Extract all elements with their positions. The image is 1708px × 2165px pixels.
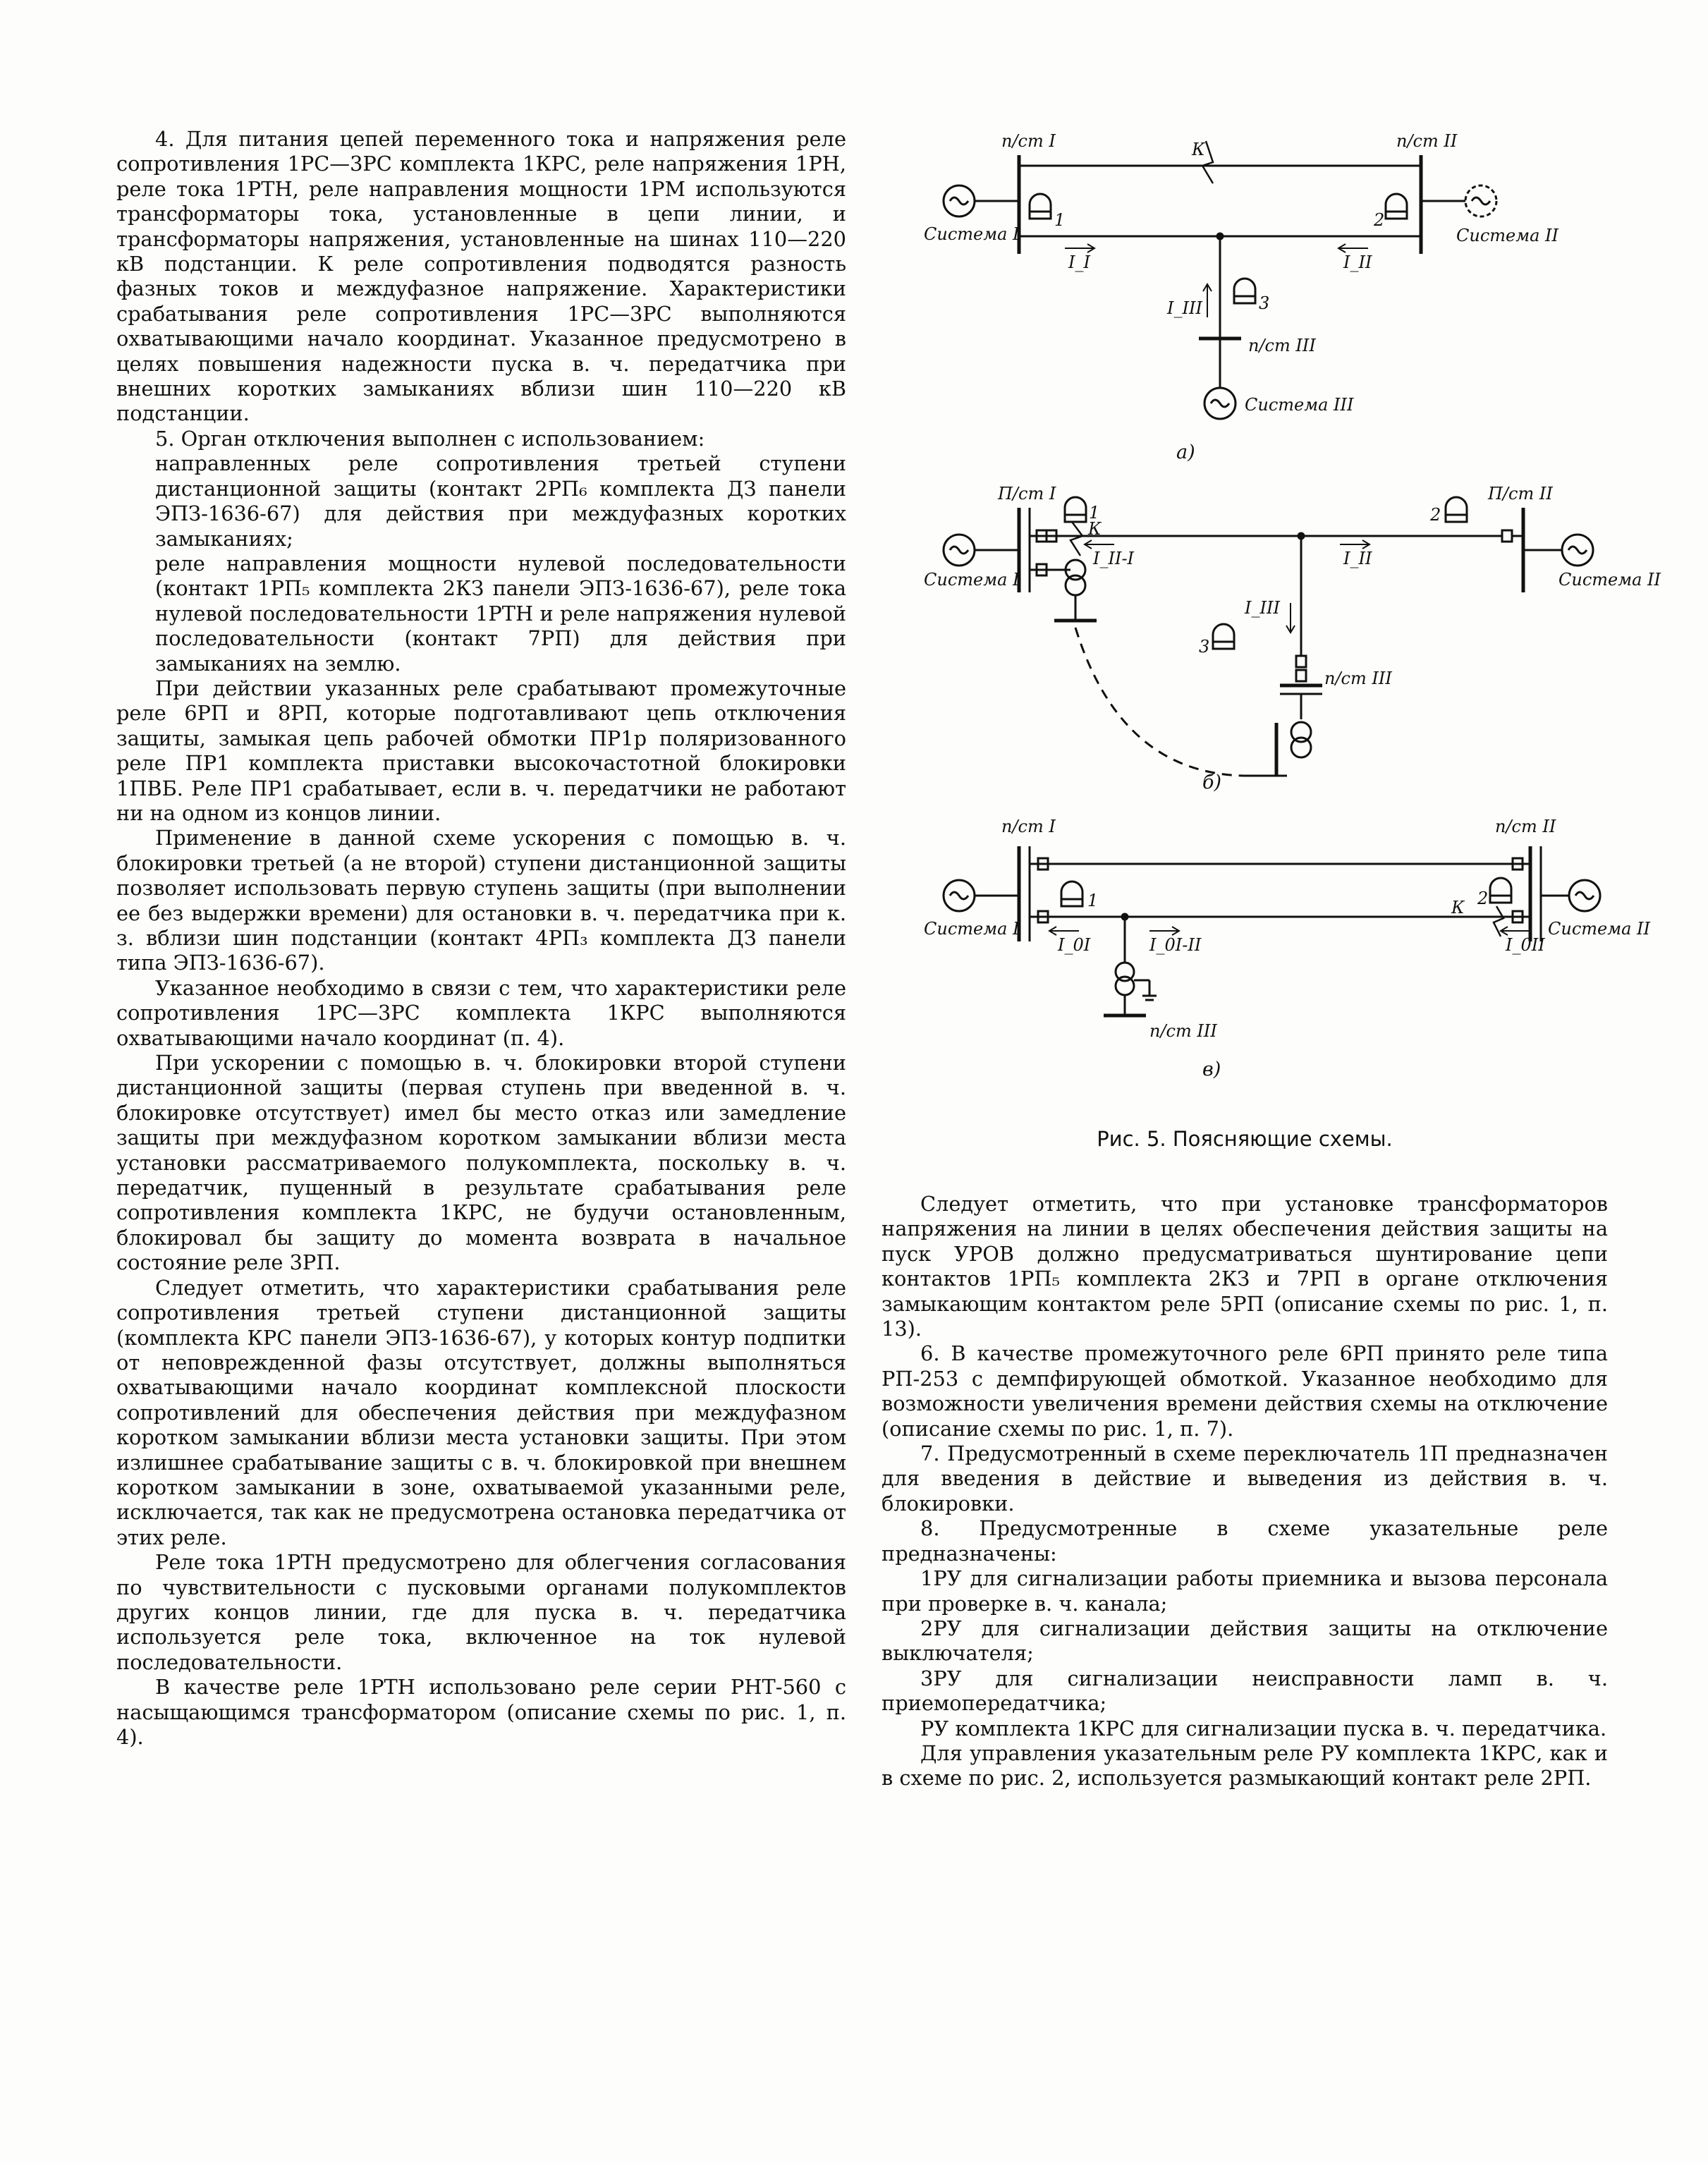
paragraph: 8. Предусмотренные в схеме указательные реле предназначены: — [882, 1516, 1608, 1566]
paragraph: реле направления мощности нулевой последовательности (контакт 1РП₅ комплекта 2КЗ панели ЭПЗ-1636-67), реле тока нулевой последовательности 1РТН и реле напряжения нулевой последовательности (контакт 7РП) для действия при замыканиях на землю. — [155, 551, 846, 676]
relay-symbol-2 — [1386, 194, 1407, 219]
paragraph: При действии указанных реле срабатывают промежуточные реле 6РП и 8РП, которые подготавливают цепь отключения защиты, замыкая цепь рабочей обмотки ПР1р поляризованного реле ПР1 комплекта приставки высокочастотной блокировки 1ПВБ. Реле ПР1 срабатывает, если в. ч. передатчики не работают ни на одном из концов линии. — [116, 676, 846, 825]
paragraph: 4. Для питания цепей переменного тока и напряжения реле сопротивления 1РС—3РС комплекта 1КРС, реле напряжения 1РН, реле тока 1РТН, реле направления мощности 1РМ используются трансформаторы тока, установленные в цепи линии, и трансформаторы напряжения, установленные на шинах 110—220 кВ подстанции. К реле сопротивления подводятся разность фазных токов и междуфазное напряжение. Характеристики срабатывания реле сопротивления 1РС—3РС выполняются охватывающими начало координат. Указанное предусмотрено в целях повышения надежности пуска в. ч. передатчика при внешних коротких замыканиях вблизи шин 110—220 кВ подстанции. — [116, 127, 846, 426]
paragraph: РУ комплекта 1КРС для сигнализации пуска в. ч. передатчика. — [920, 1716, 1607, 1740]
label-relay-1: 1 — [1054, 210, 1066, 230]
relay-symbol-3 — [1213, 624, 1234, 649]
fault-arrow — [1070, 522, 1082, 556]
label-substation-2: п/ст II — [1495, 817, 1556, 836]
label-substation-3: п/ст III — [1149, 1021, 1217, 1041]
label-diagram-a: а) — [1176, 441, 1195, 463]
label-relay-2: 2 — [1477, 889, 1489, 908]
paragraph: 3РУ для сигнализации неисправности ламп в. ч. приемопередатчика; — [882, 1666, 1608, 1716]
label-current-1: I_II-I — [1093, 549, 1135, 568]
relay-symbol-3 — [1234, 279, 1255, 303]
label-fault: К — [1192, 140, 1205, 159]
label-current-3: I_III — [1167, 298, 1202, 318]
label-current-2: I_II — [1343, 549, 1372, 568]
label-current-3: I_0II — [1506, 935, 1545, 955]
relay-symbol-2 — [1490, 878, 1511, 903]
label-system-1: Система I — [924, 224, 1020, 244]
figure-caption: Рис. 5. Поясняющие схемы. — [1097, 1127, 1393, 1151]
paragraph: Указанное необходимо в связи с тем, что характеристики реле сопротивления 1РС—3РС комплекта 1КРС выполняются охватывающими начало координат (п. 4). — [116, 975, 846, 1050]
relay-symbol-1 — [1065, 497, 1086, 522]
label-relay-2: 2 — [1430, 505, 1441, 525]
paragraph: Реле тока 1РТН предусмотрено для облегчения согласования по чувствительности с пусковыми органами полукомплектов других концов линии, где для пуска в. ч. передатчика используется реле тока, включенное на ток нулевой последовательности. — [116, 1550, 846, 1674]
diagram-c — [882, 811, 1651, 1093]
label-current-1: I_I — [1068, 252, 1090, 272]
label-system-2: Система II — [1558, 570, 1661, 590]
right-text — [882, 1192, 1608, 1791]
label-current-1: I_0I — [1058, 935, 1091, 955]
label-system-3: Система III — [1245, 395, 1354, 415]
paragraph: 7. Предусмотренный в схеме переключатель 1П предназначен для введения в действие и выведения из действия в. ч. блокировки. — [882, 1441, 1608, 1516]
label-relay-2: 2 — [1374, 210, 1385, 230]
label-fault: К — [1088, 519, 1102, 539]
label-system-2: Система II — [1548, 919, 1651, 939]
label-substation-1: п/ст I — [1001, 131, 1056, 151]
relay-symbol-1 — [1061, 882, 1082, 906]
label-system-1: Система I — [924, 570, 1020, 590]
paragraph: 2РУ для сигнализации действия защиты на отключение выключателя; — [882, 1616, 1608, 1666]
label-current-2: I_II — [1343, 252, 1372, 272]
diagram-a — [882, 127, 1608, 465]
label-substation-3: п/ст III — [1324, 669, 1392, 688]
paragraph: 5. Орган отключения выполнен с использованием: — [155, 426, 705, 451]
paragraph: направленных реле сопротивления третьей ступени дистанционной защиты (контакт 2РП₆ комплекта ДЗ панели ЭПЗ-1636-67) для действия при междуфазных коротких замыканиях; — [155, 451, 846, 551]
relay-symbol-2 — [1446, 497, 1467, 522]
paragraph: Для управления указательным реле РУ комплекта 1КРС, как и в схеме по рис. 2, используется размыкающий контакт реле 2РП. — [882, 1740, 1608, 1791]
label-fault: К — [1451, 898, 1465, 917]
label-diagram-b: б) — [1202, 772, 1222, 793]
label-current-2: I_0I-II — [1149, 935, 1202, 955]
diagram-b — [882, 480, 1661, 793]
label-diagram-c: в) — [1202, 1059, 1221, 1080]
label-relay-3: 3 — [1199, 637, 1210, 657]
paragraph: В качестве реле 1РТН использовано реле серии РНТ-560 с насыщающимся трансформатором (описание схемы по рис. 1, п. 4). — [116, 1675, 846, 1749]
left-column — [116, 127, 846, 1750]
label-relay-1: 1 — [1087, 891, 1099, 910]
paragraph: 6. В качестве промежуточного реле 6РП принято реле типа РП-253 с демпфирующей обмоткой. Указанное необходимо для возможности увеличения времени действия схемы на отключение (описание схемы по рис. 1, п. 7). — [882, 1341, 1608, 1441]
label-substation-1: П/ст I — [998, 484, 1056, 504]
paragraph: Применение в данной схеме ускорения с помощью в. ч. блокировки третьей (а не второй) ступени дистанционной защиты позволяет использовать первую ступень защиты (при выполнении ее без выдержки времени) для остановки в. ч. передатчика при к. з. вблизи шин подстанции (контакт 4РП₃ комплекта ДЗ панели типа ЭПЗ-1636-67). — [116, 826, 846, 975]
label-substation-3: п/ст III — [1248, 336, 1316, 355]
label-substation-2: п/ст II — [1396, 131, 1458, 151]
label-substation-2: П/ст II — [1488, 484, 1553, 504]
paragraph: Следует отметить, что при установке трансформаторов напряжения на линии в целях обеспечения действия защиты на пуск УРОВ должно предусматриваться шунтирование цепи контактов 1РП₅ комплекта 2КЗ и 7РП в органе отключения замыкающим контактом реле 5РП (описание схемы по рис. 1, п. 13). — [882, 1192, 1608, 1341]
relay-symbol-1 — [1030, 194, 1051, 219]
paragraph: При ускорении с помощью в. ч. блокировки второй ступени дистанционной защиты (первая ступень при введенной в. ч. блокировке отсутствует) имел бы место отказ или замедление защиты при междуфазном коротком замыкании вблизи места установки рассматриваемого полукомплекта, поскольку в. ч. передатчик, пущенный в результате срабатывания реле сопротивления комплекта 1КРС, не будучи остановленным, блокировал бы защиту до момента возврата в начальное состояние реле 3РП. — [116, 1051, 846, 1275]
label-substation-1: п/ст I — [1001, 817, 1056, 836]
paragraph: Следует отметить, что характеристики срабатывания реле сопротивления третьей ступени дистанционной защиты (комплекта КРС панели ЭПЗ-1636-67), у которых контур подпитки от неповрежденной фазы отсутствует, должны выполняться охватывающими начало координат комплексной плоскости сопротивлений для обеспечения действия при междуфазном коротком замыкании вблизи места установки защиты. При этом излишнее срабатывание защиты с в. ч. блокировкой при внешнем коротком замыкании в зоне, охватываемой указанными реле, исключается, так как не предусмотрена остановка передатчика от этих реле. — [116, 1275, 846, 1549]
label-relay-3: 3 — [1259, 293, 1270, 313]
label-current-3: I_III — [1245, 598, 1280, 618]
paragraph: 1РУ для сигнализации работы приемника и вызова персонала при проверке в. ч. канала; — [882, 1566, 1608, 1616]
label-relay-1: 1 — [1089, 503, 1100, 523]
label-system-1: Система I — [924, 919, 1020, 939]
label-system-2: Система II — [1456, 226, 1559, 245]
